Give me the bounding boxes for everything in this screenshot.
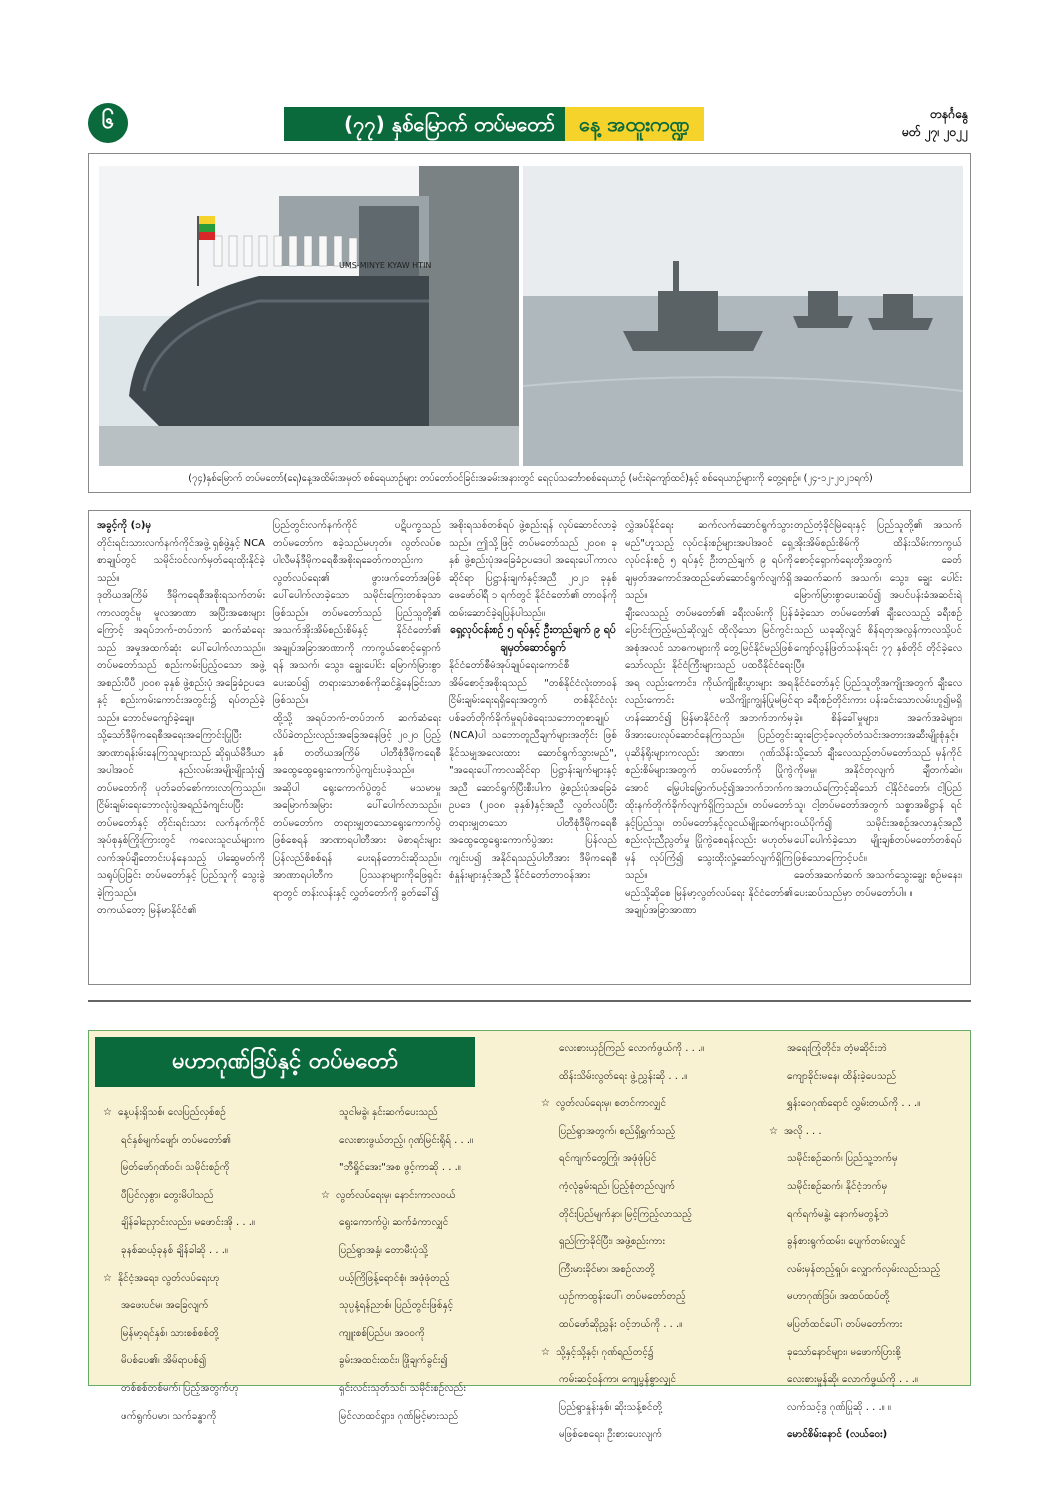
star-icon: ☆ — [103, 1107, 112, 1118]
poem-line — [321, 1375, 473, 1403]
poem-line — [321, 1127, 473, 1155]
poem-line — [103, 1237, 255, 1265]
poem-box — [88, 1030, 971, 1441]
article-paragraph: ခေတ်အဆက်ဆက် အသက်သွေးချွေး စဉ်မနေး၊ ပေးဆပ်သည်မှာ တပ်မတော်ပါ။ ။ — [794, 870, 962, 899]
poem-line-text: လေးစားဖွယ်တည့်၊ ဂုဏ်မြင်းရိုရ် . . .။ — [339, 1134, 474, 1146]
star-icon: ☆ — [103, 1272, 112, 1284]
article-paragraph: တကယ်တော့ မြန်မာနိုင်ငံ၏ — [97, 905, 197, 916]
poem-line-text: လေးစားမှုန်ဆို၊ လောက်ဖွယ်ကို . . .။ — [787, 1374, 918, 1386]
poem-line — [769, 1145, 940, 1173]
poem-line-text: ခွမ်းအထင်းထင်း၊ ဖြိုချက်ခွင်း၍ — [339, 1355, 448, 1367]
article-paragraph: မည်သို့ဆိုစေ မြန်မာ့လွတ်လပ်ရေး နိုင်ငံတော်၏ အချုပ်အခြာအာဏာ — [625, 887, 793, 916]
poem-line — [103, 1127, 255, 1155]
poem-line — [321, 1209, 473, 1237]
article-subheading: ရှေ့လုပ်ငန်းစဉ် ၅ ရပ်နှင့် ဦးတည်ချက် ၉ ရပ် ချမှတ်ဆောင်ရွက် — [450, 624, 616, 654]
page-header — [88, 107, 968, 143]
poem-line-text: ရင်ကျက်တွေ့ကြုံ၊ အဖုံဖုံပြင် — [559, 1153, 657, 1165]
poem-line — [321, 1237, 473, 1265]
poem-line-text: မြတ်ဖော်ဂုဏ်ဝင်၊ သမိုင်းစဉ်ကို — [121, 1162, 230, 1174]
poem-line-text: နေ့ပန်းရှိသစ်၊ လေပြည်လှစ်စဉ် — [117, 1107, 226, 1118]
poem-line — [541, 1256, 704, 1284]
poem-line — [103, 1154, 255, 1182]
article-paragraph: ပြည်တွင်းလက်နက်ကိုင် ပဋိပက္ခသည် တပ်မတော်က စခဲ့သည်မဟုတ်။ လွတ်လပ်စ ပါလီမန်ဒီမိုကရေစီအစိုးရခေတ်ကတည်းက လွတ်လပ်ရေး၏ ဖွားဖက်တော်အဖြစ် ပေါ်ပေါက်လာခဲ့သော သမိုင်းကြေးတစ်ခုသာဖြစ်သည်။ တပ်မတော်သည် ပြည်သူတို့၏ အသက်အိုးအိမ်စည်းစိမ်နှင့် နိုင်ငံတော်၏ အချုပ်အခြာအာဏာကို ကာကွယ်စောင့်ရှောက်ရန် အသက်၊ သွေး၊ ချွေးပေါင်း မြောက်မြားစွာပေးဆပ်၍ တရားသောစစ်ကိုဆင်နွှဲနေခြင်းသာဖြစ်သည်။ — [273, 520, 441, 706]
poem-column-1 — [103, 1099, 255, 1430]
poem-line-text: မြင်လာထင်ရှား၊ ဂုဏ်မြင့်မားသည် — [339, 1410, 459, 1422]
poem-line-text: အရေးကြုံတိုင်း၊ တံ့မဆိုင်းဘဲ — [787, 1043, 887, 1054]
poem-column-4 — [769, 1035, 940, 1449]
poem-line — [103, 1292, 255, 1320]
poem-line-text: သမိုင်းစဉ်ဆက်၊ ပြည်သူ့ဘက်မှ — [787, 1153, 898, 1165]
poem-line-text: ပြည်ရွာအတွက်၊ စည်ရှိရွှက်သည့် — [559, 1125, 676, 1137]
poem-line-text: နိုင်ငံ့အရေး၊ လွတ်လပ်ရေးဟု — [117, 1272, 220, 1284]
poem-line-text: လက်သင့်ဒွ ဂုဏ်ပြုဆို . . .။ ။ — [787, 1401, 891, 1413]
poem-line — [541, 1063, 704, 1091]
article-column-1 — [97, 517, 265, 920]
article-paragraph: နိုင်ငံတော်စီမံအုပ်ချုပ်ရေးကောင်စီ အိမ်စောင့်အစိုးရသည် "တစ်နိုင်ငံလုံးတာဝန် ငြိမ်းချမ်းရေးရရှိရေးအတွက် တစ်နိုင်ငံလုံး ပစ်ခတ်တိုက်ခိုက်မှုရပ်စဲရေးသဘောတူစာချုပ် (NCA)ပါ သဘောတူညီချက်များအတိုင်း ဖြစ်နိုင်သမျှအလေးထား ဆောင်ရွက်သွားမည်", "အရေးပေါ်ကာလဆိုင်ရာ ပြဋ္ဌာန်းချက်များနှင့်အညီ ဆောင်ရွက်ပြီးစီးပါက ဖွဲ့စည်းပုံအခြေခံဥပဒေ (၂၀၀၈ ခုနှစ်)နှင့်အညီ လွတ်လပ်ပြီး တရားမျှတသော ပါတီစုံဒီမိုကရေစီ အထွေထွေရွေးကောက်ပွဲအား ပြန်လည်ကျင်းပ၍ အနိုင်ရသည့်ပါတီအား ဒီမိုကရေစီစံနှုန်းများနှင့်အညီ နိုင်ငံတော်တာဝန်အား — [449, 660, 617, 881]
poem-line-text: ထိန်းသိမ်းလွတ်ရေး ဖွဲ့ညွှန်းဆို . . .။ — [559, 1070, 688, 1082]
article-column-4 — [625, 517, 793, 920]
poem-line-text: ခွန်စားရွက်ထမ်း၊ ပျေက်တမ်းလျှင် — [787, 1236, 906, 1248]
poem-line-text: မဖြစ်စေရေး၊ ဦးစားပေးလျက် — [559, 1429, 663, 1441]
article-column-2 — [273, 517, 441, 902]
poem-line — [103, 1347, 255, 1375]
article-paragraph: သို့သော်ဒီမိုကရေစီအရေးအကြောင်းပြုပြီး အာဏာရန်းမ်းနေကြသူများသည် ဆိုရှယ်မီဒီယာအပါအဝင် နည်းလမ်းအမျိုးမျိုးသုံး၍ တပ်မတော်ကို ပုတ်ခတ်စော်ကားလာကြသည်။ ငြိမ်းချမ်းရေးဘောလုံးပွဲအရည်ခံကျင်းပပြီး တပ်မတော်နှင့် တိုင်းရင်းသား လက်နက်ကိုင်အုပ်စုနှစ်ကြိုးကြားတွင် ကလေးသူငယ်များက လက်အုပ်ချီတောင်းပန်နေသည့် ပါဆွေမတ်ကို သရုပ်ပြခြင်း တပ်မတော်နှင့် ပြည်သူကို သွေးခွဲခဲ့ကြသည်။ — [97, 730, 265, 899]
poem-line-text: တစ်စစ်တစ်မက်၊ ပြည့်အတွက်ဟု — [121, 1382, 239, 1394]
poem-line-text: ရှင်းလင်းသုတ်သင်၊ သမိုင်းစဉ်လည်း — [339, 1382, 466, 1394]
poem-line-text: ရင်နှစ်မျက်ဖျော်၊ တပ်မတော်၏ — [121, 1134, 232, 1146]
poem-line — [541, 1366, 704, 1394]
article-paragraph: အခွင့်ကို (၁)မှ — [97, 520, 152, 531]
submarine-photo — [99, 166, 519, 466]
poem-line — [541, 1283, 704, 1311]
poem-line — [769, 1366, 940, 1394]
poem-line — [103, 1209, 255, 1237]
banner-title-green: (၇၇) နှစ်မြောက် တပ်မတော် — [284, 107, 565, 141]
poem-author — [769, 1421, 940, 1449]
poem-line — [541, 1173, 704, 1201]
photo-frame — [88, 153, 971, 493]
star-icon: ☆ — [769, 1125, 778, 1137]
poem-line — [541, 1145, 704, 1173]
poem-line-text: မပြတ်ထင်ပေါ်၊ တပ်မတော်ကား — [787, 1318, 903, 1330]
poem-line — [541, 1090, 704, 1118]
article-paragraph: အစိုးရသစ်တစ်ရပ် ဖွဲ့စည်းရန် လုပ်ဆောင်လာခဲ့သည်။ ဤသို့ဖြင့် တပ်မတော်သည် ၂၀၀၈ ခုနှစ် ဖွဲ့စည်းပုံအခြေခံဥပဒေပါ အရေးပေါ်ကာလဆိုင်ရာ ပြဋ္ဌာန်းချက်နှင့်အညီ ၂၀၂၁ ခုနှစ် ဖေဖော်ဝါရီ ၁ ရက်တွင် နိုင်ငံတော်၏ တာဝန်ကို ထမ်းဆောင်ခဲ့ရပြန်ပါသည်။ — [449, 520, 617, 619]
poem-line-text: ပယ့်ကြိဖြန့်ရောင်စုံ၊ အဖုံဖုံတည့် — [339, 1272, 450, 1284]
poem-line — [769, 1394, 940, 1422]
poem-line-text: ယှဉ်ကာထွန်းပေါ်၊ တပ်မတော်တည့် — [559, 1291, 686, 1303]
warships-photo — [523, 166, 963, 466]
poem-line — [541, 1311, 704, 1339]
poem-line — [541, 1394, 704, 1422]
banner-title-yellow: နေ့ အထူးကဏ္ဍ — [565, 107, 704, 141]
poem-line-text: ရွေးကောက်ပွဲ၊ ဆက်ခံကာလျှင် — [339, 1217, 449, 1229]
poem-line — [103, 1403, 255, 1431]
poem-line — [769, 1035, 940, 1063]
poem-line — [769, 1201, 940, 1229]
poem-line-text: အလို . . . — [783, 1125, 822, 1137]
poem-line-text: ပြည်ရွာနှုန်းနှစ်၊ ဆိုးသန့်စင်တို့ — [559, 1401, 663, 1413]
poem-line — [321, 1403, 473, 1431]
poem-line-text: ရှည်ကြာခိုင်ပြီး၊ အဖွဲ့စည်းကား — [559, 1236, 666, 1248]
poem-line-text: မဟာဂုဏ်ဒြပ်၊ အထပ်ထပ်တို့ — [787, 1291, 890, 1303]
poem-line — [541, 1228, 704, 1256]
issue-date — [902, 105, 968, 141]
star-icon: ☆ — [541, 1346, 550, 1358]
poem-line-text: မိပစ်ပေ၏၊ အိမ်ရာပစ်၍ — [121, 1355, 207, 1367]
poem-line — [769, 1173, 940, 1201]
poem-line-text: သုပ္ပနံ့ရန်ညာစ်၊ ပြည်တွင်းဖြစ်နှင့် — [339, 1300, 454, 1312]
poem-line-text: ကျူးစစ်ပြည်ပ၊ အဝဝကို — [339, 1327, 425, 1339]
poem-line-text: သူငါမခွဲ၊ နှင်းဆက်ပေးသည် — [339, 1107, 438, 1118]
poem-line-text: သို့နှင့်သို့နှင့်၊ ဂုဏ်ရည်တင့်၌ — [555, 1346, 654, 1358]
article-paragraph: လွှဲအပ်နိုင်ရေး ဆက်လက်ဆောင်ရွက်သွားမည်"ဟူသည့် လုပ်ငန်းစဉ်များအပါအဝင် ရှေ့လုပ်ငန်းစဉ် ၅ ရပ်နှင့် ဦးတည်ချက် ၉ ရပ်ကို ချမှတ်အကောင်အထည်ဖော်ဆောင်ရွက်လျက်ရှိသည်။ — [625, 520, 793, 601]
poem-line — [321, 1347, 473, 1375]
poem-line-text: တိုင်းပြည်မျက်နှာ၊ မြင့်ကြည့်လာသည့် — [559, 1208, 692, 1220]
poem-line-text: ပီပြင်လှစွာ၊ တွေးမိပါသည် — [121, 1189, 214, 1201]
poem-line-text: ကြီးမားခိုင်မာ၊ အစဉ်လာတို့ — [559, 1263, 655, 1275]
article-paragraph: တည်တံ့ခိုင်မြဲရေးနှင့် ပြည်သူတို့၏ အသက်အိုးအိမ်စည်းစိမ်ကို ထိန်းသိမ်းကာကွယ်စောင့်ရှောက်ရေးတို့အတွက် ခေတ်အဆက်ဆက် အသက်၊ သွေး၊ ချွေး ပေါင်း မြောက်မြားစွာပေးဆပ်၍ အပင်ပန်းခံအဆင်းရဲခံခဲ့သော တပ်မတော်၏ ချီးလေသည့် ခရီးစဉ်သည် ယခုဆိုလျှင် စိန်ရတုအလွန်ကာလသို့ပင် ကျော်လွန်ဖြတ်သန်းရင်း ၇၇ နှစ်တိုင် တိုင်ခဲ့လေပြီ။ — [794, 520, 962, 671]
poem-line — [321, 1182, 473, 1210]
poem-line-text: ပြည်ရွာအနှံ့၊ တောမီးပုံသို့ — [339, 1244, 428, 1256]
poem-line — [769, 1311, 940, 1339]
poem-line-text: မြန်မာ့ရင်နှစ်၊ သားစစ်စစ်တို့ — [121, 1327, 219, 1339]
poem-line — [321, 1320, 473, 1348]
poem-line — [103, 1265, 255, 1293]
star-icon: ☆ — [541, 1098, 550, 1110]
section-banner — [284, 107, 804, 141]
poem-line — [769, 1256, 940, 1284]
section-divider — [88, 1000, 971, 1002]
poem-line — [769, 1118, 940, 1146]
poem-line — [541, 1339, 704, 1367]
poem-title: မဟာဂုဏ်ဒြပ်နှင့် တပ်မတော် — [95, 1037, 475, 1087]
poem-line — [769, 1283, 940, 1311]
poem-line-text: ထပ်ဖော်ဆိုညွှန်း ဝင့်ဘယ်ကို . . .။ — [559, 1318, 683, 1330]
poem-line-text: လွတ်လပ်ရေးမှ၊ နောင်းကာလဝယ် — [335, 1189, 456, 1201]
poem-column-2 — [321, 1099, 473, 1430]
poem-line-text: ဖက်ရွက်ပမာ၊ သက်ခန္ဓာကို — [121, 1410, 217, 1422]
poem-line-text: ကျောခိုင်းမနေ၊ ထိန်းခဲ့ပေသည် — [787, 1070, 897, 1082]
poem-line-text: မောင်စိမ်းနောင် (လယ်ဝေး) — [787, 1429, 888, 1441]
poem-line-text: "ဘီရှိုင်အေး"အစ ဖွင့်ကာဆို . . .။ — [339, 1162, 461, 1174]
hull-name-text: UMS-MINYE KYAW HTIN — [339, 261, 432, 270]
article-paragraph: ထို့သို့ အရပ်ဘက်-တပ်ဘက် ဆက်ဆံရေး လိပ်ခဲတည်းလည်းအခြေအနေဖြင့် ၂၀၂၀ ပြည့်နှစ် တတိယအကြိမ် ပါတီစုံဒီမိုကရေစီအထွေထွေရွေးကောက်ပွဲကျင်းပခဲ့သည်။ အဆိုပါ ရွေးကောက်ပွဲတွင် မသမာမှုအမြောက်အမြား ပေါ်ပေါက်လာသည်။ တပ်မတော်က တရားမျှတသောရွေးကောက်ပွဲဖြစ်စေရန် အာဏာရပါတီအား မဲစာရင်းများပြန်လည်စိစစ်ရန် ပေးရန်တောင်းဆိုသည်။ အာဏာရပါတီက ပြဿနာများကိုဖြေရှင်းရာတွင် တန်းလန်းနှင့် လွှတ်တော်ကို ခွတ်ခေါ်၍ — [273, 712, 441, 899]
poem-line — [769, 1228, 940, 1256]
poem-line-text: လမ်းမှန်တည့်ရှုပ်၊ လျှောက်လှမ်းလည်းသည့် — [787, 1263, 941, 1275]
article-paragraph: နိုင်ငံတော်နှင့် ပြည်သူတို့အကျိုးအတွက် ချီးလေရာ ခရီးစဉ်တိုင်းကား ပန်းခင်းသောလမ်းဟူ၍မရှိခဲ့။ စိန်ခေါ်မှုများ၊ အခက်အခဲများ၊ ဆူးငြောင့်ခလုတ်တံသင်းအတားအဆီးမျိုးစုံနှင့်။ သို့သော် ချီးလေသည့်တပ်မတော်သည် မှန်ကိုင်ကိုမမှု၊ အနိုင်တုလျက် ချီတက်ဆဲ။ အဘယ်ကြောင့်ဆိုသော် ငါ့နိုင်ငံတော်၊ ငါ့ပြည်သူ၊ ငါ့တပ်မတော်အတွက် သစ္စာအဓိဋ္ဌာန် ရင်ဝယ်ပိုက်၍ သမိုင်းအစဉ်အလာနှင့်အညီ ပေါ်ပေါက်ခဲ့သော မျိုးချစ်တပ်မတော်တစ်ရပ် ဖြစ်သောကြောင့်ပင်။ — [794, 677, 962, 864]
article-paragraph: တိုင်းရင်းသားလက်နက်ကိုင်အဖွဲ့ ရှစ်ဖွဲ့နှင့် NCA စာချုပ်တွင် သမိုင်းဝင်လက်မှတ်ရေးထိုးနိုင်ခဲ့သည်။ — [97, 537, 265, 584]
article-paragraph: ချီးလေသည့် တပ်မတော်၏ ခရီးလမ်းကို ပြန်ပြောင်းကြည့်မည်ဆိုလျှင် ထိုလိုသော မြင်ကွင်းအစုံအလင် သာဓကများကို တွေ့မြင်နိုင်မည်ဖြစ်သော်လည်း နိုင်ငံကြီးများသည် ပထဝီနိုင်ငံရေးအရ လည်းကောင်း၊ ကိုယ်ကျိုးစီးပွားများ အရလည်းကောင်း မသိကျိုးကျွန်ပြုမမြင်ဟန်ဆောင်၍ မြန်မာနိုင်ငံကို အဘက်ဘက်မှ ဖိအားပေးလုပ်ဆောင်နေကြသည်။ ပြည်တွင်းပုဆိန်ရိုးများကလည်း အာဏာ၊ ဂုဏ်သိန်းစည်းစိမ်များအတွက် တပ်မတော်ကို ပြိုကွဲအောင် မြှေပါးမြှောက်ပင့်၍အဘက်ဘက်က ထိုးနက်တိုက်ခိုက်လျက်ရှိကြသည်။ တပ်မတော်နှင့်ပြည်သူ၊ တပ်မတော်နှင့်လူငယ်မျိုးဆက်များ စည်းလုံးညီညွတ်မှု ပြိုကွဲစေရန်လည်း မဟုတ်မမှန် လုပ်ကြံ၍ သွေးထိုးလှုံ့ဆော်လျက်ရှိကြသည်။ — [625, 607, 793, 881]
poem-line — [103, 1099, 255, 1127]
page-number: ၆ — [88, 103, 128, 143]
article-column-5 — [794, 517, 962, 902]
poem-line-text: ရက်ရက်မနွဲ့၊ နောက်မတွန့်ဘဲ — [787, 1208, 889, 1220]
poem-line-text: ကံ့လုံခွမ်းရည်၊ ပြည့်စုံတည်လျက် — [559, 1180, 676, 1192]
poem-column-3 — [541, 1035, 704, 1449]
star-icon: ☆ — [321, 1189, 330, 1201]
poem-line — [769, 1063, 940, 1091]
poem-line — [541, 1421, 704, 1449]
issue-day: တနင်္ဂနွေ — [930, 107, 968, 121]
poem-line-text: ကမ်းဆင့်ဝန်ကာ၊ ကျေပွန်စွာလျှင် — [559, 1374, 677, 1386]
poem-line — [103, 1182, 255, 1210]
poem-line — [321, 1292, 473, 1320]
poem-line — [321, 1099, 473, 1127]
poem-line-text: သမိုင်းစဉ်ဆက်၊ နိုင်ငံ့ဘက်မှ — [787, 1180, 888, 1192]
poem-line — [321, 1265, 473, 1293]
poem-line-text: လွတ်လပ်ရေးမှ၊ စတင်ကာလျှင် — [555, 1098, 667, 1110]
article-paragraph: ဒုတိယအကြိမ် ဒီမိုကရေစီအစိုးရသက်တမ်းကာလတွင်မူ မူလအာဏာ အပြီးအစေးများကြောင့် အရပ်ဘက်-တပ်ဘက် ဆက်ဆံရေးသည် အမှုအထက်ဆုံး ပေါ်ပေါက်လာသည်။ တပ်မတော်သည် စည်းကမ်းပြည့်ဝသော အဖွဲ့အစည်းပီပီ ၂၀၀၈ ခုနှစ် ဖွဲ့စည်းပုံ အခြေခံဥပဒေနှင့် စည်းကမ်းကောင်းအတွင်း၌ ရပ်တည်ခဲ့သည်။ ဘောင်မကျော်ခဲ့ချေ။ — [97, 590, 265, 724]
article-column-3 — [449, 517, 617, 885]
poem-line — [541, 1035, 704, 1063]
poem-line-text: အဖေးပင်မ၊ အခြေလျက် — [121, 1300, 209, 1312]
issue-date-text: မတ် ၂၇၊ ၂၀၂၂ — [902, 125, 968, 139]
poem-line — [541, 1118, 704, 1146]
poem-line — [769, 1339, 940, 1367]
poem-line — [103, 1375, 255, 1403]
poem-line-text: ရွှန်းဝေဂုဏ်ရောင် လွှမ်းတယ်ကို . . .။ — [787, 1098, 921, 1110]
poem-line-text: ချိန်ခါညှောင်းလည်း၊ မဖောင်းအို . . .။ — [121, 1217, 255, 1229]
poem-line — [769, 1090, 940, 1118]
poem-line — [321, 1154, 473, 1182]
poem-line-text: ခုနစ်ဆယ့်ခုနစ် ချိန်ခါဆို . . .။ — [121, 1244, 228, 1256]
poem-line-text: ခုသော်နောင်များ၊ မဖောက်ပြားစို့ — [787, 1346, 901, 1358]
poem-line-text: လေးစားယှဉ်ကြည် လောက်ဖွယ်ကို . . .။ — [559, 1043, 705, 1054]
photo-caption: (၇၄)နှစ်မြောက် တပ်မတော်(ရေ)နေ့အထိမ်းအမှတ် စစ်ရေယာဉ်များ တပ်တော်ဝင်ခြင်းအခမ်းအနားတွင် ရေငုပ်သင်္ဘောစစ်ရေယာဉ် (မင်းရဲကျော်ထင်)နှင့် စစ်ရေယာဉ်များကို တွေ့ရစဉ်။ (၂၄-၁၂-၂၀၂၁ရက်) — [188, 473, 873, 484]
article-body — [88, 510, 971, 985]
poem-line — [541, 1201, 704, 1229]
poem-line — [103, 1320, 255, 1348]
